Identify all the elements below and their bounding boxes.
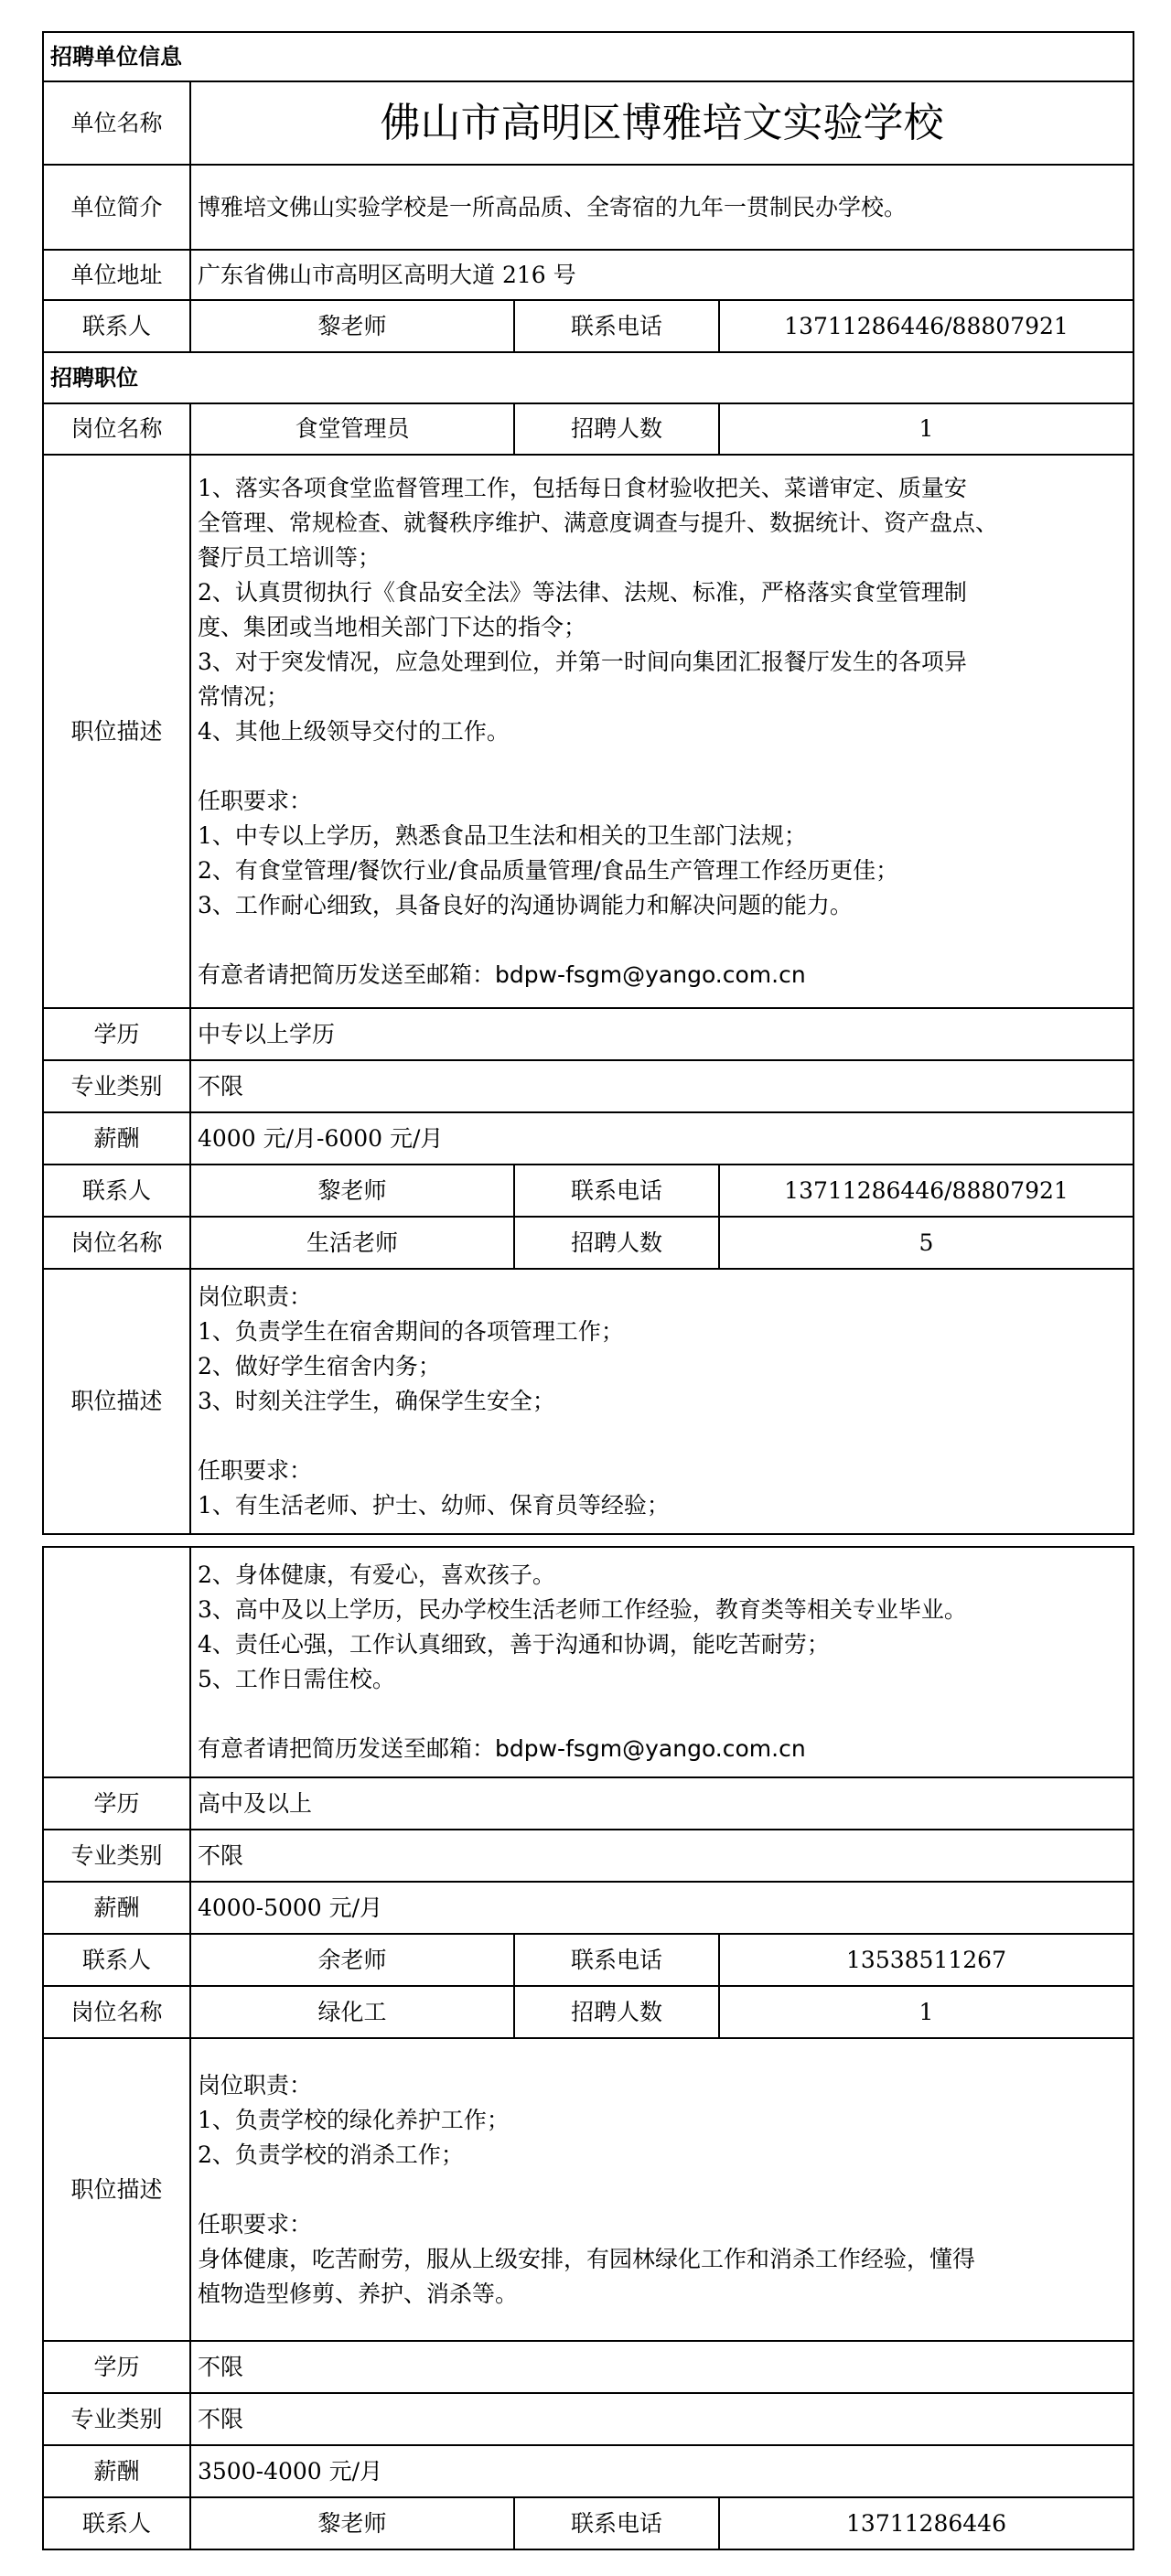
desc-line: 2、负责学校的消杀工作；: [198, 2141, 464, 2168]
unit-contact-value: 黎老师: [190, 300, 514, 352]
position-3-education-label: 学历: [43, 2341, 190, 2393]
position-2-description-label: 职位描述: [43, 1269, 190, 1534]
position-1-major-label: 专业类别: [43, 1060, 190, 1112]
position-2-contact-value: 余老师: [190, 1934, 514, 1986]
desc-line: 5、工作日需住校。: [198, 1666, 395, 1692]
desc-line: [198, 1419, 1126, 1454]
position-1-headcount-value: 1: [719, 403, 1133, 455]
position-3-name-value: 绿化工: [190, 1986, 514, 2038]
position-3-salary-value: 3500-4000 元/月: [190, 2445, 1133, 2497]
position-3-name-label: 岗位名称: [43, 1986, 190, 2038]
desc-line: 2、身体健康，有爱心，喜欢孩子。: [198, 1562, 555, 1588]
position-3-phone-label: 联系电话: [514, 2497, 719, 2549]
desc-line: [198, 749, 1126, 784]
position-3-contact-label: 联系人: [43, 2497, 190, 2549]
position-3-headcount-label: 招聘人数: [514, 1986, 719, 2038]
position-2-description-value: [190, 1269, 1133, 1534]
desc-line: 1、中专以上学历，熟悉食品卫生法和相关的卫生部门法规；: [198, 821, 807, 849]
desc-line: 3、时刻关注学生，确保学生安全；: [198, 1388, 555, 1414]
position-2-education-value: 高中及以上: [190, 1777, 1133, 1830]
unit-phone-value: 13711286446/88807921: [719, 300, 1133, 352]
position-2-headcount-label: 招聘人数: [514, 1217, 719, 1269]
desc-line: 岗位职责：: [198, 1283, 313, 1310]
desc-line: 岗位职责：: [198, 2071, 313, 2098]
position-3-headcount-value: 1: [719, 1986, 1133, 2038]
unit-address-value: 广东省佛山市高明区高明大道 216 号: [190, 250, 1133, 300]
desc-line: 全管理、常规检查、就餐秩序维护、满意度调查与提升、数据统计、资产盘点、: [198, 509, 999, 536]
position-1-description-value: [190, 455, 1133, 1008]
position-2-contact-label: 联系人: [43, 1934, 190, 1986]
position-2-name-label: 岗位名称: [43, 1217, 190, 1269]
unit-name-label: 单位名称: [43, 81, 190, 165]
unit-section-header: 招聘单位信息: [43, 32, 1133, 81]
position-2-education-label: 学历: [43, 1777, 190, 1830]
position-2-description-continued-value: [190, 1547, 1133, 1777]
desc-line: 1、落实各项食堂监督管理工作，包括每日食材验收把关、菜谱审定、质量安: [198, 474, 967, 501]
desc-line: 4、其他上级领导交付的工作。: [198, 717, 510, 745]
desc-line: 餐厅员工培训等；: [198, 543, 381, 571]
desc-line: 度、集团或当地相关部门下达的指令；: [198, 613, 587, 640]
desc-line: [198, 1697, 1126, 1732]
desc-line: [198, 923, 1126, 958]
position-3-description-label: 职位描述: [43, 2038, 190, 2341]
position-1-phone-label: 联系电话: [514, 1165, 719, 1217]
desc-line-email: 有意者请把简历发送至邮箱：bdpw-fsgm@yango.com.cn: [198, 961, 806, 988]
desc-line: 2、有食堂管理/餐饮行业/食品质量管理/食品生产管理工作经历更佳；: [198, 856, 899, 884]
position-3-major-value: 不限: [190, 2393, 1133, 2445]
unit-name-value: 佛山市高明区博雅培文实验学校: [190, 81, 1133, 165]
position-2-major-value: 不限: [190, 1830, 1133, 1882]
desc-line: 任职要求：: [198, 787, 313, 814]
desc-line: 身体健康，吃苦耐劳，服从上级安排，有园林绿化工作和消杀工作经验，懂得: [198, 2245, 976, 2272]
recruitment-table-page-2: [42, 1546, 1134, 2550]
position-1-major-value: 不限: [190, 1060, 1133, 1112]
position-3-contact-value: 黎老师: [190, 2497, 514, 2549]
position-1-contact-value: 黎老师: [190, 1165, 514, 1217]
position-3-description-value: [190, 2038, 1133, 2341]
desc-line: [198, 2173, 1126, 2207]
position-1-salary-label: 薪酬: [43, 1112, 190, 1165]
position-1-contact-label: 联系人: [43, 1165, 190, 1217]
position-1-salary-value: 4000 元/月-6000 元/月: [190, 1112, 1133, 1165]
recruitment-table-page-1: [42, 31, 1134, 1535]
position-2-phone-value: 13538511267: [719, 1934, 1133, 1986]
unit-phone-label: 联系电话: [514, 300, 719, 352]
position-3-salary-label: 薪酬: [43, 2445, 190, 2497]
desc-line: 常情况；: [198, 682, 290, 710]
position-3-phone-value: 13711286446: [719, 2497, 1133, 2549]
desc-line-email: 有意者请把简历发送至邮箱：bdpw-fsgm@yango.com.cn: [198, 1735, 806, 1762]
desc-line: 任职要求：: [198, 2210, 313, 2238]
desc-line: 任职要求：: [198, 1457, 313, 1484]
desc-line: 3、高中及以上学历，民办学校生活老师工作经验，教育类等相关专业毕业。: [198, 1596, 967, 1623]
unit-contact-label: 联系人: [43, 300, 190, 352]
unit-address-label: 单位地址: [43, 250, 190, 300]
position-1-education-label: 学历: [43, 1008, 190, 1060]
desc-line: 1、负责学校的绿化养护工作；: [198, 2106, 510, 2133]
position-2-description-continued-label: [43, 1547, 190, 1777]
position-1-name-label: 岗位名称: [43, 403, 190, 455]
desc-line: 1、有生活老师、护士、幼师、保育员等经验；: [198, 1492, 670, 1519]
desc-line: 4、责任心强，工作认真细致，善于沟通和协调，能吃苦耐劳；: [198, 1631, 830, 1658]
position-2-salary-label: 薪酬: [43, 1882, 190, 1934]
position-1-name-value: 食堂管理员: [190, 403, 514, 455]
position-2-major-label: 专业类别: [43, 1830, 190, 1882]
position-1-phone-value: 13711286446/88807921: [719, 1165, 1133, 1217]
position-2-name-value: 生活老师: [190, 1217, 514, 1269]
desc-line: 2、做好学生宿舍内务；: [198, 1353, 441, 1379]
unit-intro-value: 博雅培文佛山实验学校是一所高品质、全寄宿的九年一贯制民办学校。: [190, 165, 1133, 250]
position-3-major-label: 专业类别: [43, 2393, 190, 2445]
position-1-headcount-label: 招聘人数: [514, 403, 719, 455]
desc-line: 1、负责学生在宿舍期间的各项管理工作；: [198, 1318, 624, 1345]
position-2-salary-value: 4000-5000 元/月: [190, 1882, 1133, 1934]
desc-line: 2、认真贯彻执行《食品安全法》等法律、法规、标准，严格落实食堂管理制: [198, 578, 967, 606]
position-2-phone-label: 联系电话: [514, 1934, 719, 1986]
unit-intro-label: 单位简介: [43, 165, 190, 250]
positions-section-header: 招聘职位: [43, 352, 1133, 403]
position-1-description-label: 职位描述: [43, 455, 190, 1008]
desc-line: 植物造型修剪、养护、消杀等。: [198, 2280, 519, 2307]
position-2-headcount-value: 5: [719, 1217, 1133, 1269]
desc-line: 3、工作耐心细致，具备良好的沟通协调能力和解决问题的能力。: [198, 891, 853, 918]
position-1-education-value: 中专以上学历: [190, 1008, 1133, 1060]
desc-line: 3、对于突发情况，应急处理到位，并第一时间向集团汇报餐厅发生的各项异: [198, 648, 967, 675]
position-3-education-value: 不限: [190, 2341, 1133, 2393]
